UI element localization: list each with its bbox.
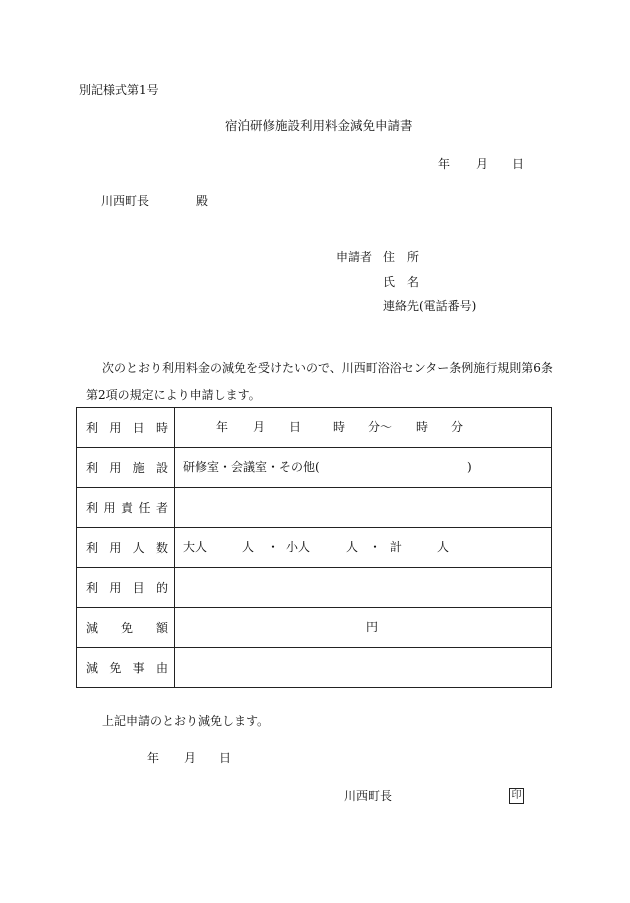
label-char: 人 <box>132 541 145 555</box>
datetime-hour-end: 時 <box>416 420 429 434</box>
label-char: 利 <box>86 461 99 475</box>
approval-signer: 川西町長 <box>344 789 393 803</box>
label-char: 免 <box>120 621 133 635</box>
label-char: 目 <box>132 581 145 595</box>
table-row <box>77 408 552 448</box>
people-total-unit: 人 <box>437 540 450 554</box>
table-row <box>77 448 552 488</box>
people-child-label: 小人 <box>286 540 311 554</box>
datetime-minute-end: 分 <box>451 420 464 434</box>
label-char: 事 <box>132 661 145 675</box>
row-label-reduction-amount <box>77 608 175 648</box>
facility-value[interactable] <box>175 448 552 488</box>
label-char: 減 <box>86 661 99 675</box>
label-char: 数 <box>155 541 168 555</box>
label-char: 用 <box>109 421 122 435</box>
datetime-hour-start: 時 <box>333 420 346 434</box>
row-label-purpose <box>77 568 175 608</box>
label-char: 施 <box>132 461 145 475</box>
row-label-responsible-person <box>77 488 175 528</box>
label-char: 任 <box>138 501 151 515</box>
people-separator: ・ <box>267 540 280 554</box>
applicant-contact-label: 連絡先(電話番号) <box>383 299 477 313</box>
usage-datetime-value[interactable] <box>175 408 552 448</box>
label-char: 利 <box>86 501 99 515</box>
label-char: 日 <box>132 421 145 435</box>
row-label-reduction-reason <box>77 648 175 688</box>
table-row <box>77 568 552 608</box>
label-char: 時 <box>155 421 168 435</box>
addressee-name: 川西町長 <box>101 194 150 208</box>
reduction-reason-value[interactable] <box>175 648 552 688</box>
facility-close-paren: ) <box>467 460 472 474</box>
label-char: 者 <box>155 501 168 515</box>
amount-yen-unit: 円 <box>366 620 379 634</box>
approval-date-day: 日 <box>219 751 232 765</box>
applicant-header: 申請者 <box>336 250 373 264</box>
label-char: 用 <box>109 541 122 555</box>
label-char: 利 <box>86 541 99 555</box>
row-label-usage-datetime <box>77 408 175 448</box>
label-char: 利 <box>86 581 99 595</box>
table-row <box>77 528 552 568</box>
seal-stamp: 印 <box>509 788 524 804</box>
document-title: 宿泊研修施設利用料金減免申請書 <box>225 118 413 133</box>
table-row <box>77 648 552 688</box>
datetime-minute-start: 分～ <box>368 420 393 434</box>
form-number: 別記様式第1号 <box>79 83 159 97</box>
responsible-person-value[interactable] <box>175 488 552 528</box>
label-char: 免 <box>109 661 122 675</box>
applicant-name-label: 氏 名 <box>383 275 420 289</box>
addressee-honorific: 殿 <box>196 194 209 208</box>
label-char: 責 <box>120 501 133 515</box>
row-label-number-of-users <box>77 528 175 568</box>
people-total-label: 計 <box>390 540 403 554</box>
table-row <box>77 608 552 648</box>
table-row <box>77 488 552 528</box>
datetime-year: 年 <box>216 420 229 434</box>
label-char: 用 <box>109 461 122 475</box>
date-month-label: 月 <box>476 157 489 171</box>
purpose-value[interactable] <box>175 568 552 608</box>
label-char: 額 <box>155 621 168 635</box>
intro-line-1: 次のとおり利用料金の減免を受けたいので、川西町浴浴センター条例施行規則第6条 <box>102 361 553 375</box>
label-char: 由 <box>155 661 168 675</box>
label-char: 的 <box>155 581 168 595</box>
number-of-users-value[interactable] <box>175 528 552 568</box>
approval-date-month: 月 <box>184 751 197 765</box>
date-year-label: 年 <box>438 157 451 171</box>
reduction-amount-value[interactable] <box>175 608 552 648</box>
datetime-month: 月 <box>253 420 266 434</box>
people-child-unit: 人 <box>346 540 359 554</box>
label-char: 用 <box>109 581 122 595</box>
label-char: 利 <box>86 421 99 435</box>
label-char: 設 <box>155 461 168 475</box>
people-separator: ・ <box>369 540 382 554</box>
facility-options: 研修室・会議室・その他( <box>183 460 320 474</box>
application-table <box>76 407 552 688</box>
label-char: 用 <box>103 501 116 515</box>
datetime-day: 日 <box>289 420 302 434</box>
date-day-label: 日 <box>512 157 525 171</box>
people-adult-label: 大人 <box>183 540 208 554</box>
row-label-facility <box>77 448 175 488</box>
people-adult-unit: 人 <box>242 540 255 554</box>
approval-text: 上記申請のとおり減免します。 <box>102 714 270 728</box>
approval-date-year: 年 <box>147 751 160 765</box>
intro-line-2: 第2項の規定により申請します。 <box>86 388 261 402</box>
applicant-address-label: 住 所 <box>383 250 420 264</box>
label-char: 減 <box>86 621 99 635</box>
